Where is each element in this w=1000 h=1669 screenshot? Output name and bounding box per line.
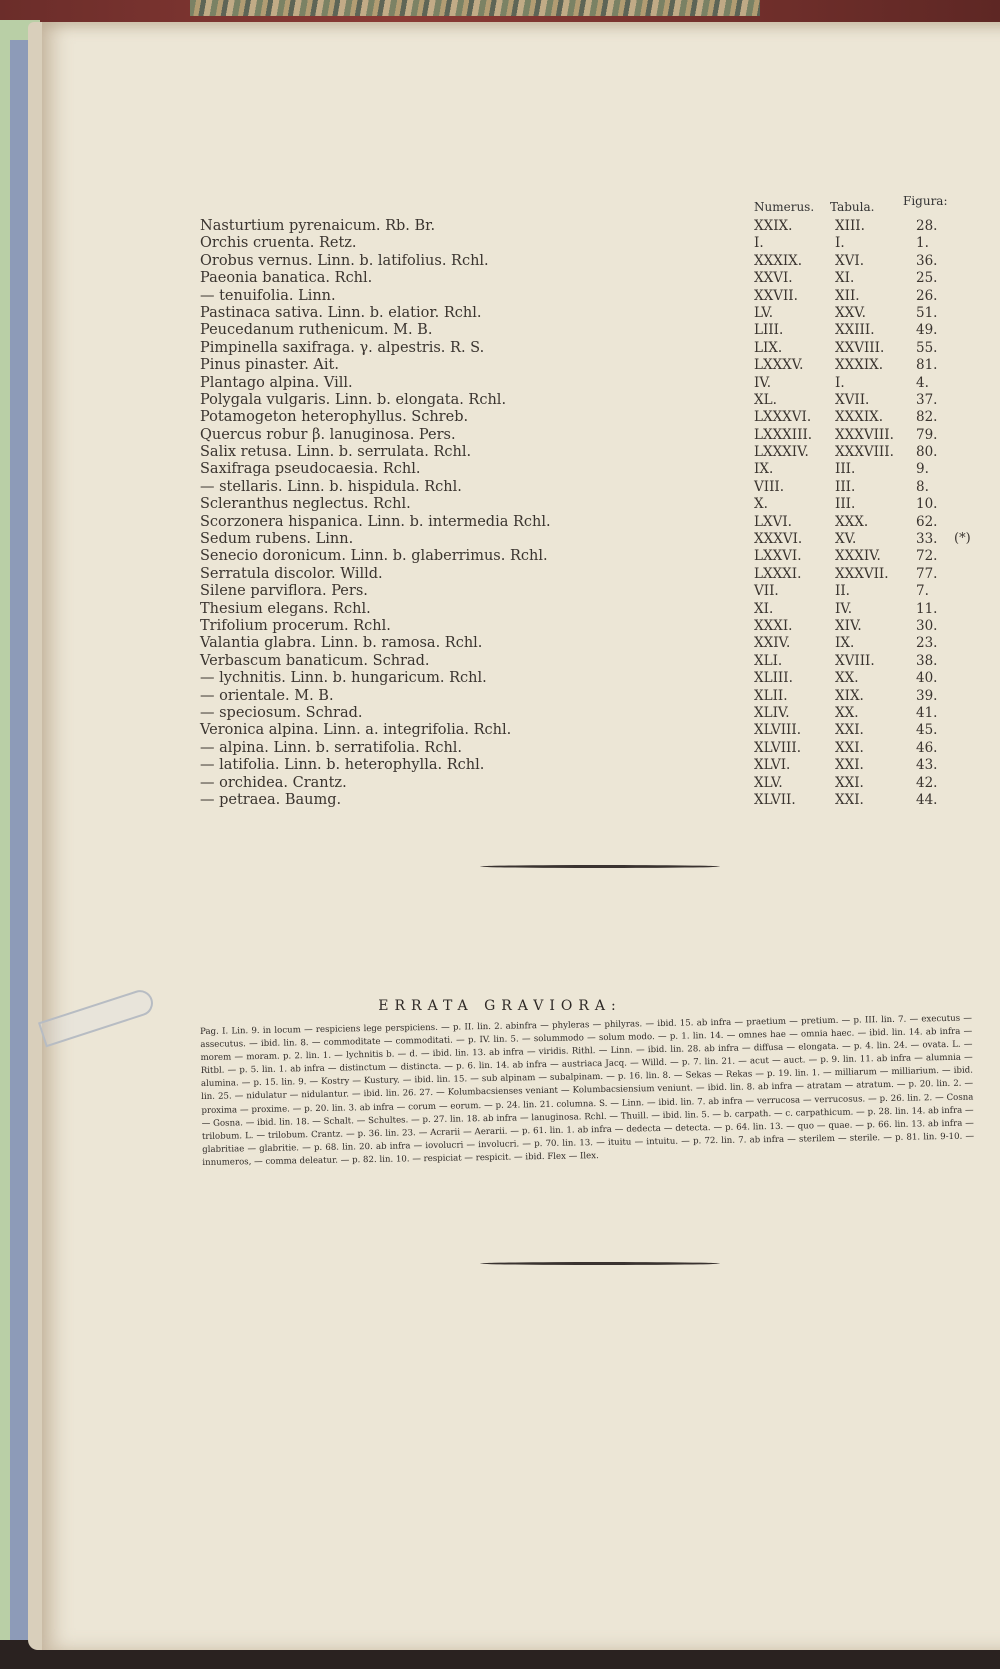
figura-value: 9. [916,461,929,478]
figura-value: 81. [916,357,938,374]
plant-name: Veronica alpina. Linn. a. integrifolia. Rchl. [200,722,512,739]
figura-value: 72. [916,548,938,565]
numerus-value: XXXI. [754,617,793,634]
marbled-endpaper [190,0,760,16]
numerus-value: LIII. [754,322,784,339]
plant-name: Pimpinella saxifraga. γ. alpestris. R. S. [200,339,485,356]
index-row [200,409,960,426]
tabula-value: III. [835,496,856,513]
numerus-value: XXVI. [754,270,793,287]
index-row [200,670,960,687]
index-row [200,340,960,357]
divider-rule [480,865,720,868]
header-figura: Figura: [903,194,948,208]
index-row [200,740,960,757]
numerus-value: XLI. [754,652,783,669]
figura-value: 55. [916,339,938,356]
numerus-value: LIX. [754,339,783,356]
tabula-value: XI. [835,270,855,287]
index-row [200,479,960,496]
header-numerus: Numerus. [754,200,815,214]
tabula-value: XXI. [835,757,864,774]
plant-name: Nasturtium pyrenaicum. Rb. Br. [200,218,436,234]
numerus-value: LXXXV. [754,357,804,374]
plant-name: Valantia glabra. Linn. b. ramosa. Rchl. [200,635,483,652]
plant-name: Potamogeton heterophyllus. Schreb. [200,409,469,426]
figura-value: 44. [916,791,938,808]
plant-name: Orobus vernus. Linn. b. latifolius. Rchl. [200,252,489,269]
numerus-value: LXXXI. [754,565,802,582]
tabula-value: XIX. [835,687,864,704]
plant-name: — lychnitis. Linn. b. hungaricum. Rchl. [200,670,487,687]
plant-name: Thesium elegans. Rchl. [200,600,371,617]
index-row [200,722,960,739]
paper-clip-icon [38,987,156,1048]
tabula-value: XXIII. [835,322,875,339]
tabula-value: XX. [835,704,859,721]
plant-name: Quercus robur β. lanuginosa. Pers. [200,426,456,443]
index-row [200,514,960,531]
figura-value: 51. [916,304,938,321]
index-row [200,757,960,774]
footnote-mark: (*) [954,531,971,547]
plant-name: — orchidea. Crantz. [200,774,347,791]
tabula-value: XIII. [835,218,865,234]
tabula-value: XXI. [835,774,864,791]
index-row [200,705,960,722]
tabula-value: XVIII. [835,652,875,669]
numerus-value: XXXIX. [754,252,803,269]
numerus-value: XLVIII. [754,739,802,756]
figura-value: 82. [916,409,938,426]
index-row [200,461,960,478]
numerus-value: LXXXIII. [754,426,813,443]
plant-name: — petraea. Baumg. [200,791,342,808]
index-row [200,618,960,635]
numerus-value: XL. [754,391,777,408]
header-tabula: Tabula. [830,200,875,214]
figura-value: 40. [916,670,938,687]
figura-value: 33. [916,531,938,548]
plant-name: Silene parviflora. Pers. [200,583,368,600]
tabula-value: XVII. [835,391,870,408]
plant-name: Sedum rubens. Linn. [200,531,354,548]
index-row [200,688,960,705]
tabula-value: I. [835,235,845,252]
numerus-value: LXXXVI. [754,409,812,426]
figura-value: 26. [916,287,938,304]
figura-value: 4. [916,374,929,391]
plant-name: Peucedanum ruthenicum. M. B. [200,322,433,339]
index-row [200,635,960,652]
plant-name: — speciosum. Schrad. [200,704,363,721]
index-row [200,792,960,809]
index-row [200,601,960,618]
numerus-value: VII. [754,583,779,600]
tabula-value: II. [835,583,850,600]
index-row [200,305,960,322]
tabula-value: XXXVIII. [835,444,894,461]
figura-value: 42. [916,774,938,791]
figura-value: 7. [916,583,929,600]
tabula-value: IV. [835,600,853,617]
numerus-value: LV. [754,304,774,321]
index-row [200,548,960,565]
plant-name: Trifolium procerum. Rchl. [200,617,391,634]
plant-name: Saxifraga pseudocaesia. Rchl. [200,461,421,478]
divider-rule-bottom [480,1262,720,1265]
index-rows [200,218,971,809]
numerus-value: XI. [754,600,774,617]
figura-value: 23. [916,635,938,652]
tabula-value: III. [835,478,856,495]
numerus-value: XLVII. [754,791,796,808]
tabula-value: XXXVIII. [835,426,894,443]
index-row [200,653,960,670]
numerus-value: IV. [754,374,772,391]
index-row [200,775,960,792]
index-row [200,583,960,600]
numerus-value: XXIX. [754,218,793,234]
plant-name: Orchis cruenta. Retz. [200,235,357,252]
figura-value: 62. [916,513,938,530]
numerus-value: LXXXIV. [754,444,809,461]
index-row [200,427,960,444]
index-row [200,444,960,461]
numerus-value: XLIV. [754,704,790,721]
numerus-value: XLII. [754,687,788,704]
tabula-value: XIV. [835,617,862,634]
figura-value: 10. [916,496,938,513]
index-row [200,270,960,287]
plant-name: Paeonia banatica. Rchl. [200,270,373,287]
tabula-value: XXVIII. [835,339,885,356]
plant-name: Verbascum banaticum. Schrad. [200,652,430,669]
numerus-value: XXIV. [754,635,791,652]
index-row [200,357,960,374]
numerus-value: XLV. [754,774,783,791]
numerus-value: XLVIII. [754,722,802,739]
index-row [200,566,960,583]
index-row [200,253,960,270]
numerus-value: XXXVI. [754,531,803,548]
index-row [200,218,960,235]
figura-value: 45. [916,722,938,739]
tabula-value: XXXIX. [835,357,884,374]
tabula-value: XXX. [835,513,869,530]
errata-title: ERRATA GRAVIORA: [378,998,622,1014]
errata-text: Pag. I. Lin. 9. in locum — respiciens lege perspiciens. — p. II. lin. 2. abinfra — phyleras — philyras. — ibid. 15. ab infra — praetium — pretium. — p. III. lin. 7. — executus — assecutus. — ibid. lin. 8. — commoditate — commoditati. — p. IV. lin. 5. — solummodo — solum modo. — p. 1. lin. 14. — omnes hae — omnia haec. — ibid. lin. 14. ab infra — morem — moram. p. 2. lin. 1. — lychnitis b. — d. — ibid. lin. 13. ab infra — viridis. Rithl. — Linn. — ibid. lin. 28. ab infra — diffusa — elongata. — p. 4. lin. 24. — ovata. L. — Ritbl. — p. 5. lin. 1. ab infra — distinctum — distincta. — p. 6. lin. 14. ab infra — austriaca Jacq. — Willd. — p. 7. lin. 21. — acut — auct. — p. 9. lin. 11. ab infra — alumnia — alumina. — p. 15. lin. 9. — Kostry — Kustury. — ibid. lin. 15. — sub alpinam — subalpinam. — p. 16. lin. 8. — Sekas — Rekas — p. 19. lin. 1. — milliarum — milliarium. — ibid. lin. 25. — nidulatur — nidulantur. — ibid. lin. 26. 27. — Kolumbacsienses veniant — Kolumbacsiensium veniunt. — ibid. lin. 8. ab infra — atratam — atratum. — p. 20. lin. 2. — proxima — proxime. — p. 20. lin. 3. ab infra — corum — eorum. — p. 24. lin. 21. columna. S. — Linn. — ibid. lin. 7. ab infra — verrucosa — verrucosus. — p. 26. lin. 2. — Cosna — Gosna. — ibid. lin. 18. — Schalt. — Schultes. — p. 27. lin. 18. ab infra — lanuginosa. Rchl. — Thuill. — ibid. lin. 5. — b. carpath. — c. carpathicum. — p. 28. lin. 14. ab infra — trilobum. L. — trilobum. Crantz. — p. 36. lin. 23. — Acrarii — Aerarii. — p. 61. lin. 1. ab infra — dedecta — detecta. — p. 64. lin. 13. — quo — quae. — p. 66. lin. 13. ab infra — glabritiae — glabritie. — p. 68. lin. 20. ab infra — iovolucri — involucri. — p. 70. lin. 13. — ituitu — intuitu. — p. 72. lin. 7. ab infra — sterilem — sterile. — p. 81. lin. 9-10. — innumeros, — comma deleatur. — p. 82. lin. 10. — respiciat — respicit. — ibid. Flex — Ilex. [200,1013,975,1168]
figura-value: 80. [916,444,938,461]
tabula-value: XXI. [835,722,864,739]
numerus-value: XLVI. [754,757,791,774]
figura-value: 37. [916,391,938,408]
index-row [200,531,971,548]
numerus-value: XLIII. [754,670,793,687]
index-row [200,322,960,339]
figura-value: 43. [916,757,938,774]
tabula-value: XXI. [835,739,864,756]
plant-name: — stellaris. Linn. b. hispidula. Rchl. [200,478,462,495]
plant-name: Pinus pinaster. Ait. [200,357,339,374]
figura-value: 28. [916,218,938,234]
tabula-value: IX. [835,635,855,652]
figura-value: 11. [916,600,938,617]
numerus-value: LXXVI. [754,548,802,565]
plant-name: — tenuifolia. Linn. [200,287,336,304]
index-row [200,392,960,409]
figura-value: 25. [916,270,938,287]
tabula-value: XXXVII. [835,565,889,582]
numerus-value: IX. [754,461,774,478]
index-row [200,235,960,252]
index-row [200,375,960,392]
figura-value: 8. [916,478,929,495]
plant-name: — alpina. Linn. b. serratifolia. Rchl. [200,739,463,756]
plant-name: Senecio doronicum. Linn. b. glaberrimus. Rchl. [200,548,548,565]
plant-name: Plantago alpina. Vill. [200,374,353,391]
tabula-value: XV. [835,531,857,548]
figura-value: 30. [916,617,938,634]
plant-name: Salix retusa. Linn. b. serrulata. Rchl. [200,444,472,461]
tabula-value: XXI. [835,791,864,808]
plant-name: Pastinaca sativa. Linn. b. elatior. Rchl. [200,304,482,321]
figura-value: 49. [916,322,938,339]
plant-name: Polygala vulgaris. Linn. b. elongata. Rchl. [200,391,507,408]
figura-value: 38. [916,652,938,669]
figura-value: 39. [916,687,938,704]
numerus-value: LXVI. [754,513,792,530]
tabula-value: XII. [835,287,860,304]
numerus-value: X. [754,496,768,513]
plant-name: Scleranthus neglectus. Rchl. [200,496,411,513]
tabula-value: XVI. [835,252,864,269]
plant-name: Scorzonera hispanica. Linn. b. intermedia Rchl. [200,513,551,530]
numerus-value: I. [754,235,764,252]
tabula-value: XXV. [835,304,866,321]
figura-value: 36. [916,252,938,269]
figura-value: 77. [916,565,938,582]
tabula-value: I. [835,374,845,391]
tabula-value: XX. [835,670,859,687]
numerus-value: XXVII. [754,287,798,304]
figura-value: 79. [916,426,938,443]
figura-value: 46. [916,739,938,756]
tabula-value: III. [835,461,856,478]
numerus-value: VIII. [754,478,785,495]
index-row [200,496,960,513]
figura-value: 1. [916,235,929,252]
plant-name: Serratula discolor. Willd. [200,565,383,582]
tabula-value: XXXIV. [835,548,881,565]
plant-name: — orientale. M. B. [200,687,334,704]
index-row [200,288,960,305]
tabula-value: XXXIX. [835,409,884,426]
plant-name: — latifolia. Linn. b. heterophylla. Rchl. [200,757,485,774]
figura-value: 41. [916,704,938,721]
